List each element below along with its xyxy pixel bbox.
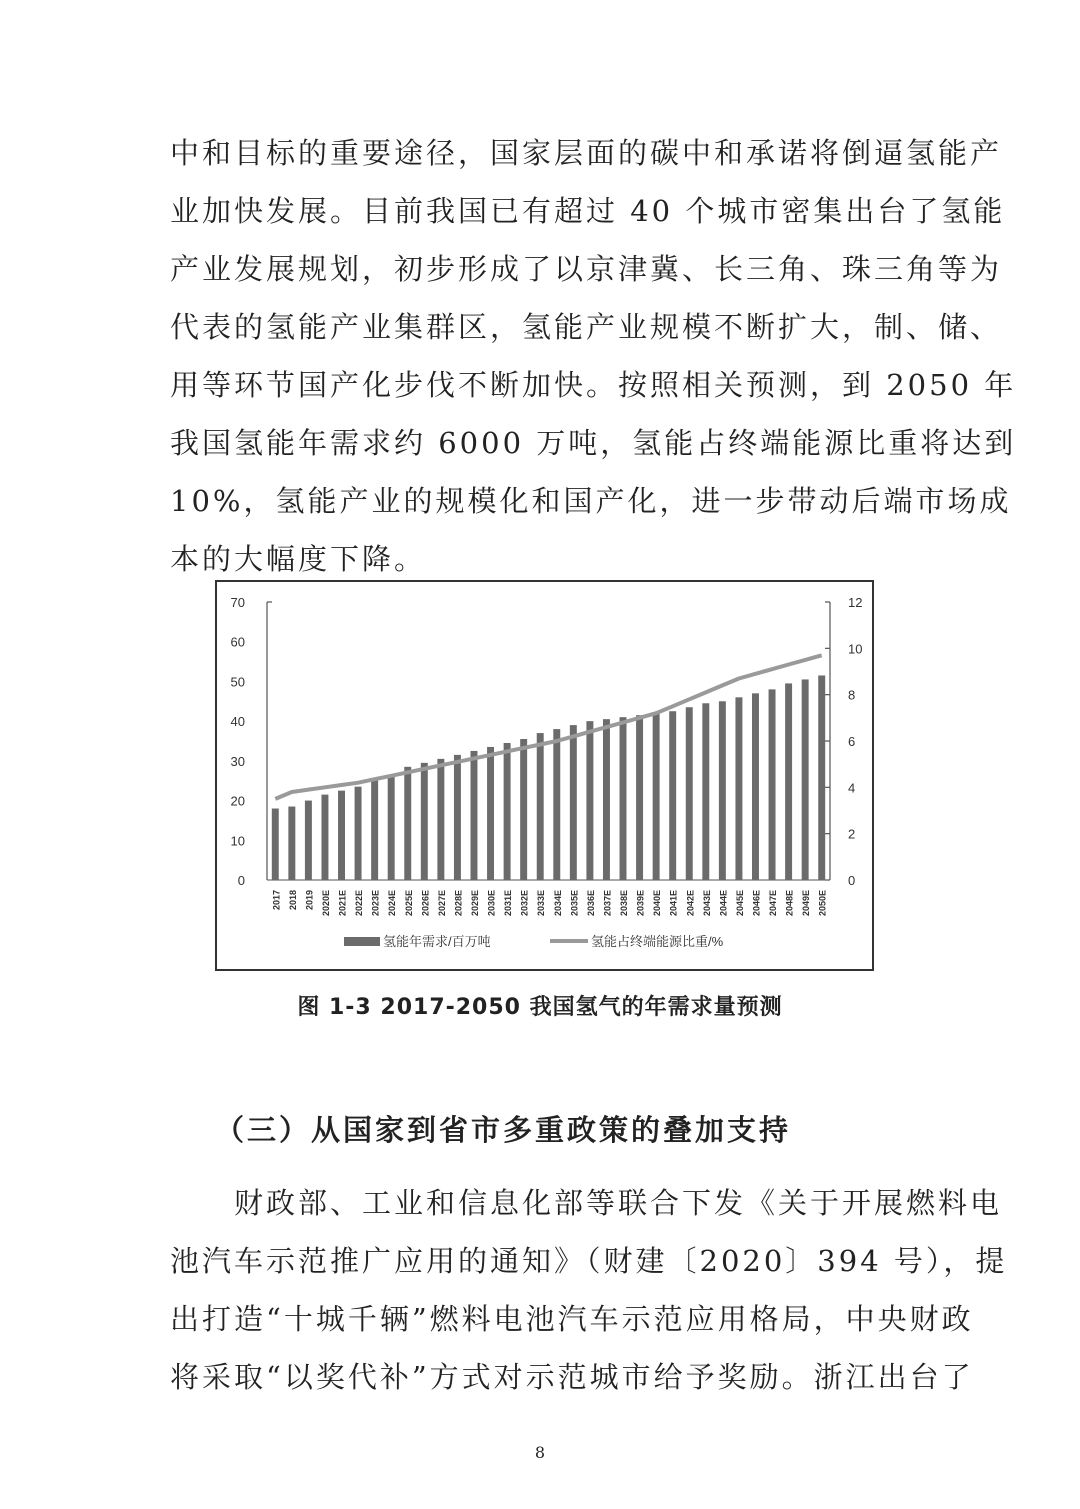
text-line: 产业发展规划，初步形成了以京津冀、长三角、珠三角等为: [170, 252, 1003, 286]
x-tick-label: 2049E: [801, 890, 812, 917]
x-tick-label: 2050E: [817, 890, 828, 917]
bar-demand: [719, 701, 726, 880]
x-tick-label: 2023E: [370, 890, 381, 917]
bar-demand: [653, 713, 660, 880]
x-tick-label: 2041E: [668, 890, 679, 917]
x-tick-label: 2031E: [503, 890, 514, 917]
legend-swatch-demand: [344, 937, 380, 946]
bar-demand: [769, 689, 776, 880]
left-tick-label: 20: [230, 793, 245, 809]
x-tick-label: 2026E: [420, 890, 431, 917]
bar-demand: [586, 721, 593, 880]
bar-demand: [537, 733, 544, 880]
bar-demand: [636, 715, 643, 880]
x-tick-label: 2029E: [469, 890, 480, 917]
x-tick-label: 2040E: [652, 890, 663, 917]
bar-demand: [421, 763, 428, 880]
text-line: 将采取“以奖代补”方式对示范城市给予奖励。浙江出台了: [170, 1360, 974, 1394]
x-tick-label: 2037E: [602, 890, 613, 917]
right-tick-label: 4: [848, 780, 856, 796]
x-tick-label: 2045E: [734, 890, 745, 917]
section-heading: （三）从国家到省市多重政策的叠加支持: [215, 1113, 792, 1147]
x-tick-label: 2035E: [569, 890, 580, 917]
text-line: 我国氢能年需求约 6000 万吨，氢能占终端能源比重将达到: [170, 426, 1017, 460]
x-tick-label: 2043E: [701, 890, 712, 917]
hydrogen-demand-chart: [215, 580, 874, 971]
x-tick-label: 2036E: [585, 890, 596, 917]
bar-demand: [752, 693, 759, 880]
right-tick-label: 8: [848, 687, 856, 703]
x-tick-label: 2039E: [635, 890, 646, 917]
bar-demand: [785, 683, 792, 880]
bar-demand: [504, 743, 511, 880]
left-tick-label: 70: [230, 595, 245, 610]
bar-demand: [818, 675, 825, 880]
x-tick-label: 2033E: [536, 890, 547, 917]
page-number: 8: [534, 1443, 546, 1462]
x-tick-label: 2022E: [354, 890, 365, 917]
x-tick-label: 2024E: [387, 890, 398, 917]
right-tick-label: 0: [848, 873, 856, 888]
legend-label-share: 氢能占终端能源比重/%: [591, 934, 724, 949]
left-tick-label: 10: [230, 833, 245, 849]
figure-caption: 图 1-3 2017-2050 我国氢气的年需求量预测: [297, 995, 783, 1020]
bar-demand: [520, 739, 527, 880]
bar-demand: [802, 679, 809, 880]
x-tick-label: 2028E: [453, 890, 464, 917]
text-line: 出打造“十城千辆”燃料电池汽车示范应用格局，中央财政: [170, 1302, 974, 1336]
text-line: 代表的氢能产业集群区，氢能产业规模不断扩大，制、储、: [170, 310, 1003, 344]
left-tick-label: 40: [230, 714, 245, 730]
paragraph-1: [170, 124, 1017, 588]
x-tick-label: 2046E: [751, 890, 762, 917]
legend-label-demand: 氢能年需求/百万吨: [383, 934, 491, 949]
x-tick-label: 2034E: [552, 890, 563, 917]
bar-demand: [388, 775, 395, 880]
bar-demand: [321, 795, 328, 880]
bar-demand: [553, 729, 560, 880]
x-tick-label: 2032E: [519, 890, 530, 917]
left-tick-label: 0: [237, 873, 245, 888]
x-tick-label: 2019: [304, 890, 315, 911]
bar-demand: [305, 801, 312, 880]
bar-demand: [288, 807, 295, 880]
bar-demand: [355, 787, 362, 880]
left-tick-label: 50: [230, 674, 245, 690]
left-tick-label: 60: [230, 634, 245, 650]
text-line: 业加快发展。目前我国已有超过 40 个城市密集出台了氢能: [170, 194, 1006, 228]
x-tick-label: 2020E: [320, 890, 331, 917]
bar-demand: [371, 779, 378, 880]
x-tick-label: 2047E: [768, 890, 779, 917]
x-tick-label: 2027E: [436, 890, 447, 917]
text-line: 本的大幅度下降。: [170, 542, 427, 576]
bar-demand: [570, 725, 577, 880]
text-line: 财政部、工业和信息化部等联合下发《关于开展燃料电: [170, 1186, 1003, 1220]
text-line: 10%，氢能产业的规模化和国产化，进一步带动后端市场成: [170, 484, 1012, 518]
right-tick-label: 10: [848, 641, 863, 657]
bar-demand: [437, 759, 444, 880]
bar-demand: [338, 791, 345, 880]
x-tick-label: 2038E: [619, 890, 630, 917]
bar-demand: [487, 747, 494, 880]
x-tick-label: 2021E: [337, 890, 348, 917]
bar-demand: [454, 755, 461, 880]
bar-demand: [404, 767, 411, 880]
bar-demand: [603, 719, 610, 880]
x-tick-label: 2044E: [718, 890, 729, 917]
left-tick-label: 30: [230, 753, 245, 769]
text-line: 池汽车示范推广应用的通知》（财建〔2020〕394 号），提: [170, 1244, 1008, 1278]
bar-demand: [735, 697, 742, 880]
text-line: 中和目标的重要途径，国家层面的碳中和承诺将倒逼氢能产: [170, 136, 1003, 170]
bar-demand: [669, 711, 676, 880]
x-tick-label: 2018: [287, 890, 298, 911]
right-tick-label: 12: [848, 595, 863, 610]
x-tick-label: 2017: [271, 890, 282, 911]
bar-demand: [620, 717, 627, 880]
paragraph-2: [170, 1174, 1008, 1406]
x-tick-label: 2042E: [685, 890, 696, 917]
text-line: 用等环节国产化步伐不断加快。按照相关预测，到 2050 年: [170, 368, 1017, 402]
bar-demand: [471, 751, 478, 880]
bar-demand: [272, 809, 279, 880]
x-tick-label: 2030E: [486, 890, 497, 917]
right-tick-label: 2: [848, 826, 856, 842]
right-tick-label: 6: [848, 734, 856, 749]
x-tick-label: 2048E: [784, 890, 795, 917]
bar-demand: [686, 707, 693, 880]
chart-canvas: [217, 582, 872, 969]
bar-demand: [702, 703, 709, 880]
x-tick-label: 2025E: [403, 890, 414, 917]
